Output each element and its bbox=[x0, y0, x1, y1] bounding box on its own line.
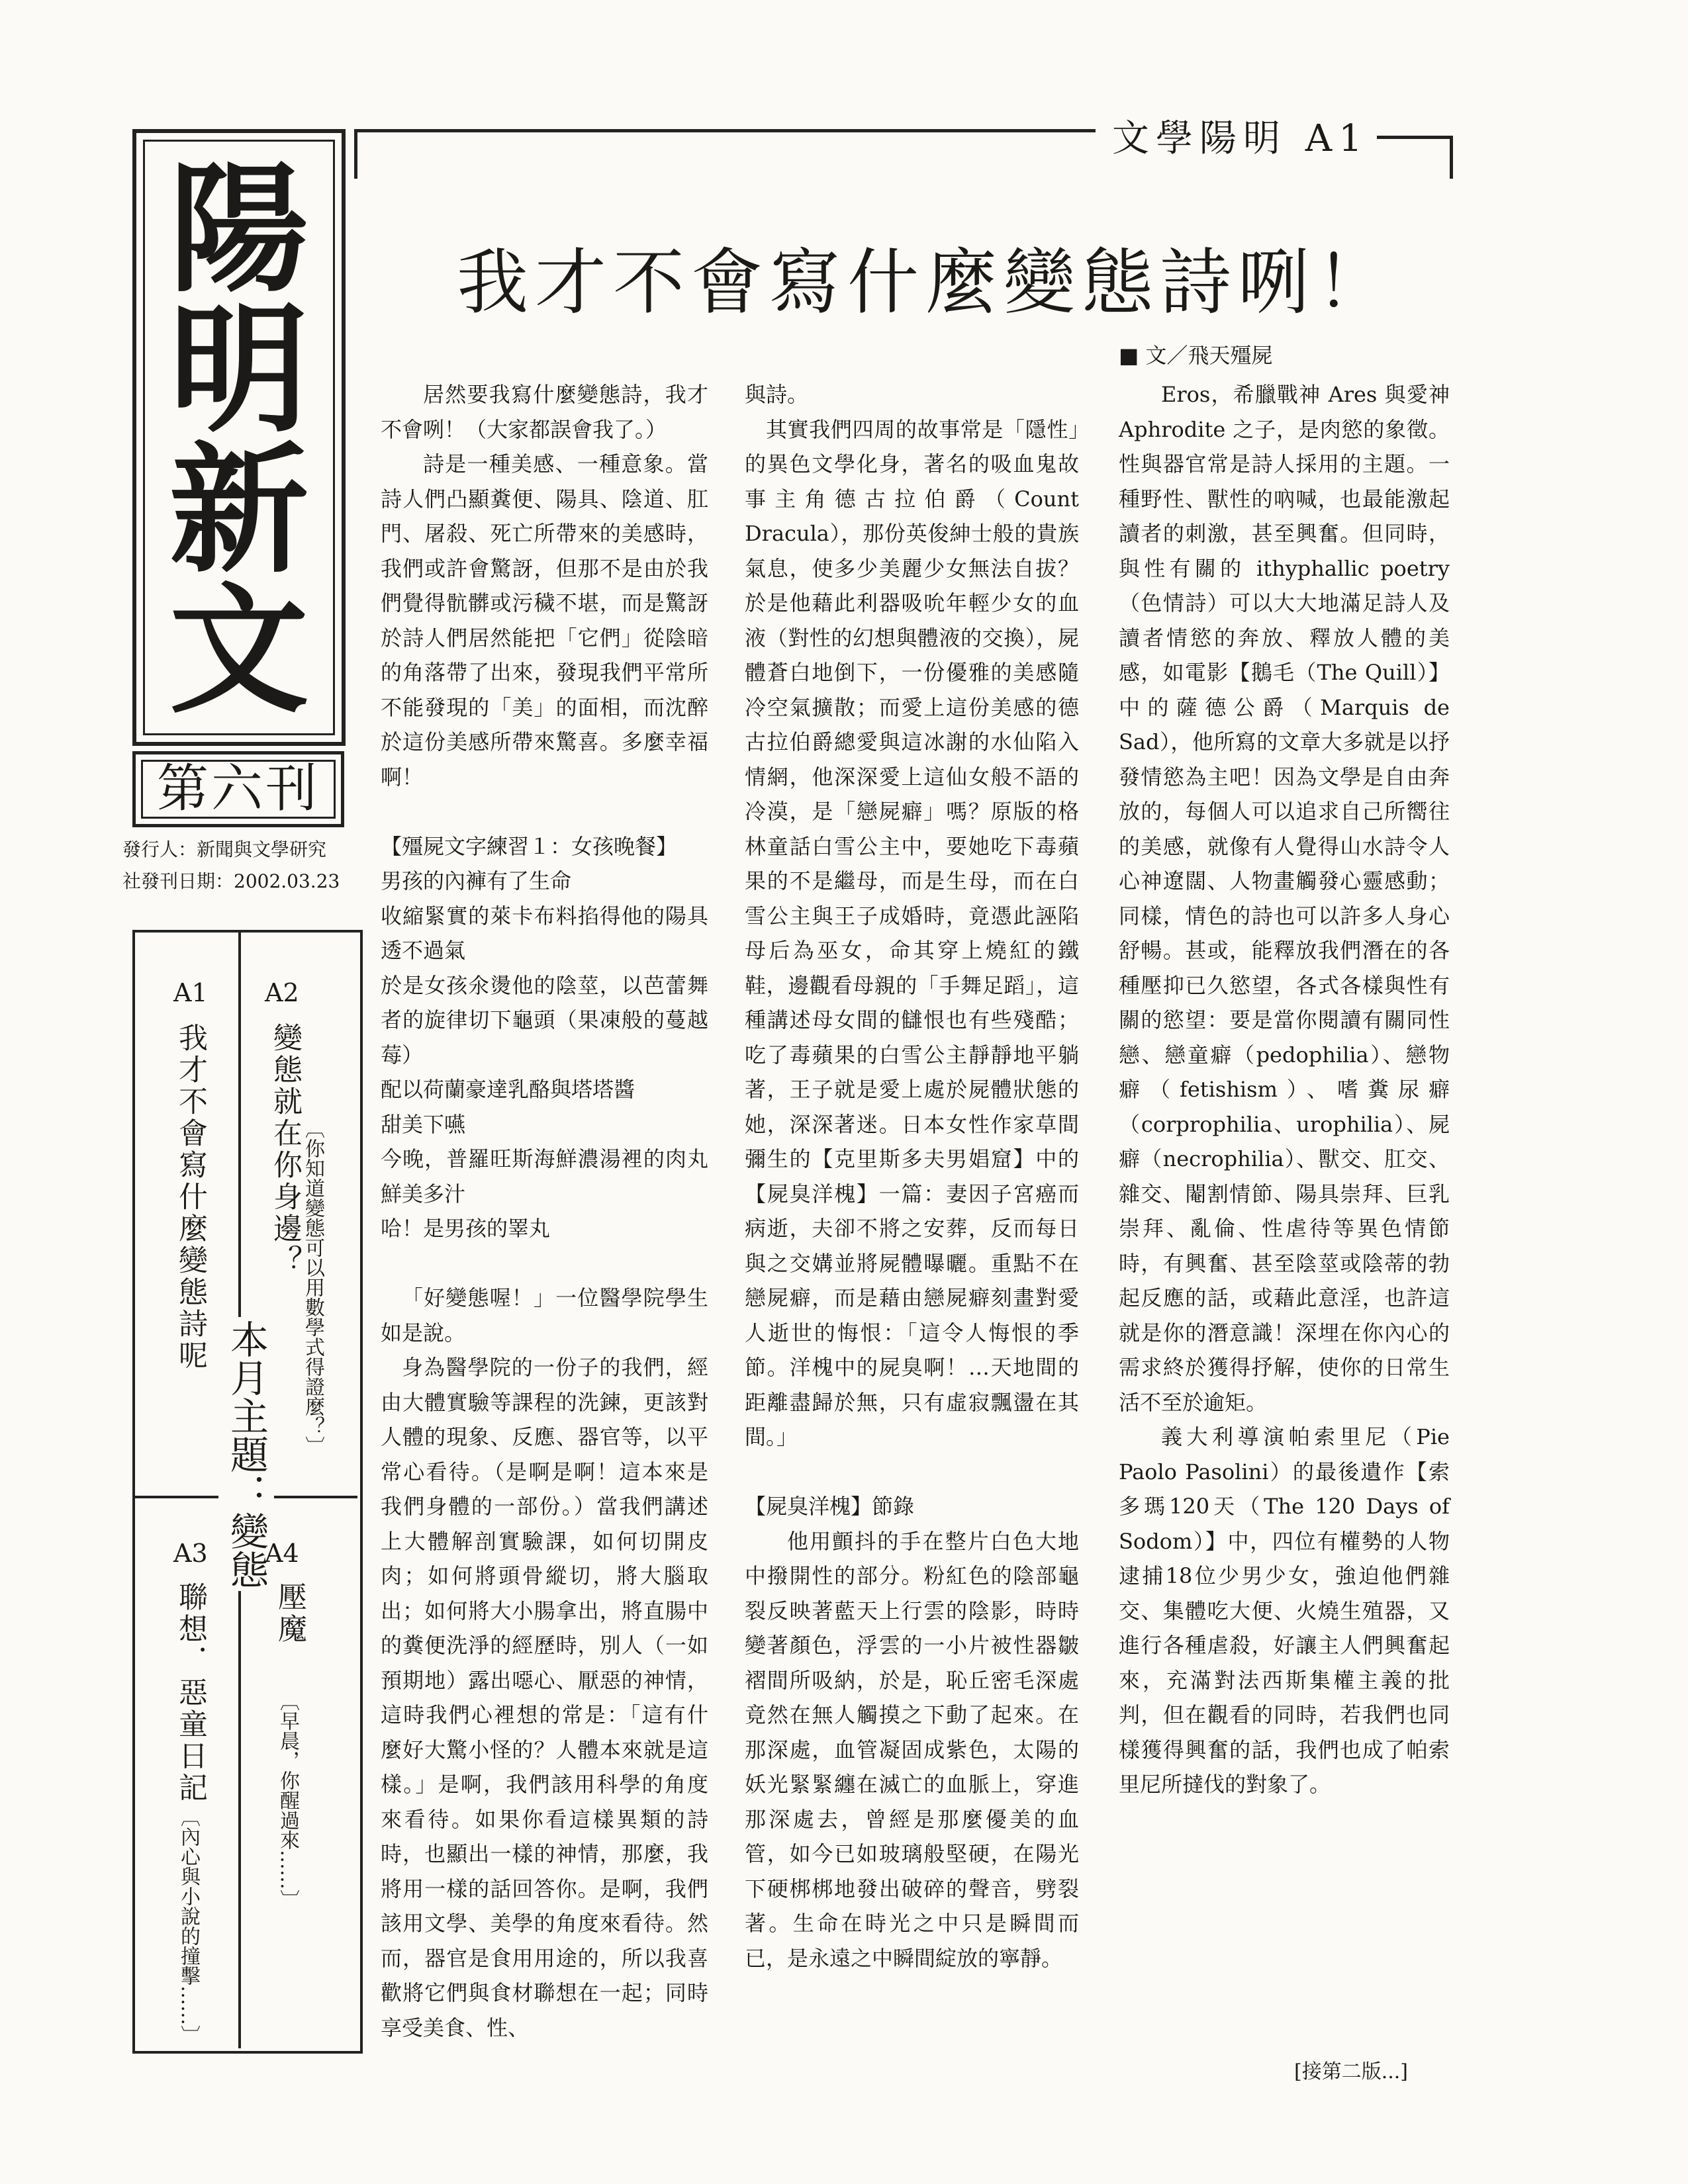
spacer bbox=[381, 794, 708, 829]
toc-a4-subtitle: 〔早晨，你醒過來……〕 bbox=[276, 1691, 299, 1909]
continued-note: [接第二版...] bbox=[1294, 2060, 1409, 2083]
article-column-1 bbox=[381, 377, 708, 2045]
section-label: 文學陽明 A1 bbox=[1112, 117, 1369, 160]
publisher: 發行人：新聞與文學研究 bbox=[122, 839, 327, 860]
toc-a1-id[interactable]: A1 bbox=[173, 978, 208, 1007]
masthead-title: 陽明新文 bbox=[169, 148, 308, 732]
paragraph: 身為醫學院的一份子的我們，經由大體實驗等課程的洗鍊，更該對人體的現象、反應、器官等，以平常心看待。（是啊是啊！這本來是我們身體的一部份。）當我們講述上大體解剖實驗課，如何切開皮肉；如何將頭骨縱切，將大腦取出；如何將大小腸拿出，將直腸中的糞便洗淨的經歷時，別人（一如預期地）露出噁心、厭惡的神情，這時我們心裡想的常是：「這有什麼好大驚小怪的？人體本來就是這樣。」是啊，我們該用科學的角度來看待。如果你看這樣異類的詩時，也顯出一樣的神情，那麼，我將用一樣的話回答你。是啊，我們該用文學、美學的角度來看待。然而，器官是食用用途的，所以我喜歡將它們與食材聯想在一起；同時享受美食、性、 bbox=[381, 1355, 708, 2040]
poem-line: 男孩的內褲有了生命 bbox=[381, 868, 572, 893]
header-rule-right-tick bbox=[1450, 136, 1453, 179]
toc-a3-id[interactable]: A3 bbox=[173, 1539, 208, 1568]
toc-a2-subtitle: 〔你知道變態可以用數學式得證麼？〕 bbox=[301, 1118, 324, 1456]
paragraph: 與詩。 bbox=[745, 382, 809, 407]
toc-a2-title[interactable]: 變態就在你身邊？ bbox=[268, 1023, 302, 1277]
paragraph: 義大利導演帕索里尼（Pie Paolo Pasolini）的最後遺作【索多瑪120天（The 120 Days of Sodom）】中，四位有權勢的人物逮捕18位少男少女，強迫他們雜交、集體吃大便、火燒生殖器，又進行各種虐殺，好讓主人們興奮起來，充滿對法西斯集權主義的批判，但在觀看的同時，若我們也同樣獲得興奮的話，我們也成了帕索里尼所撻伐的對象了。 bbox=[1119, 1424, 1450, 1797]
spacer bbox=[381, 1246, 708, 1281]
header-rule-left-tick bbox=[354, 129, 357, 179]
toc-a3-title[interactable]: 聯想．惡童日記 bbox=[173, 1582, 207, 1804]
header-rule-left bbox=[354, 129, 1096, 132]
header-rule-right bbox=[1377, 136, 1453, 139]
paragraph: Eros，希臘戰神 Ares 與愛神 Aphrodite 之子，是肉慾的象徵。性與器官常是詩人採用的主題。一種野性、獸性的吶喊，也最能激起讀者的刺激，甚至興奮。但同時，與性有關的 ithyphallic poetry（色情詩）可以大大地滿足詩人及讀者情慾的奔放、釋放人體的美感，如電影【鵝毛（The Quill）】中的薩德公爵（Marquis de Sad），他所寫的文章大多就是以抒發情慾為主吧！因為文學是自由奔放的，每個人可以追求自己所嚮往的美感，就像有人覺得山水詩令人心神遼闊、人物畫觸發心靈感動；同樣，情色的詩也可以許多人身心舒暢。甚或，能釋放我們潛在的各種壓抑已久慾望，各式各樣與性有關的慾望：要是當你閱讀有關同性戀、戀童癖（pedophilia）、戀物癖（fetishism）、嗜糞尿癖（corprophilia、urophilia）、屍癖（necrophilia）、獸交、肛交、雜交、閹割情節、陽具崇拜、巨乳崇拜、亂倫、性虐待等異色情節時，有興奮、甚至陰莖或陰蒂的勃起反應的話，或藉此意淫，也許這就是你的潛意識！深埋在你內心的需求終於獲得抒解，使你的日常生活不至於逾矩。 bbox=[1119, 382, 1450, 1415]
paragraph: 他用顫抖的手在整片白色大地中撥開性的部分。粉紅色的陰部龜裂反映著藍天上行雲的陰影，時時變著顏色，浮雲的一小片被性器皺褶間所吸納，於是，恥丘密毛深處竟然在無人觸摸之下動了起來。在那深處，血管凝固成紫色，太陽的妖光緊緊纏在滅亡的血脈上，穿進那深處去，曾經是那麼優美的血管，如今已如玻璃般堅硬，在陽光下硬梆梆地發出破碎的聲音，劈裂著。生命在時光之中只是瞬間而已，是永遠之中瞬間綻放的寧靜。 bbox=[745, 1528, 1079, 1971]
article-column-2 bbox=[745, 377, 1079, 1976]
toc-a3-subtitle: 〔內心與小說的撞擊……〕 bbox=[177, 1807, 200, 2045]
toc-a4-title[interactable]: 壓魔 bbox=[273, 1582, 306, 1645]
poem-line: 於是女孩氽燙他的陰莖，以芭蕾舞者的旋律切下龜頭（果凍般的蔓越莓） bbox=[381, 972, 708, 1068]
poem-heading: 【殭屍文字練習１：女孩晚餐】 bbox=[381, 833, 678, 859]
paragraph: 詩是一種美感、一種意象。當詩人們凸顯糞便、陽具、陰道、肛門、屠殺、死亡所帶來的美感時，我們或許會驚訝，但那不是由於我們覺得骯髒或污穢不堪，而是驚訝於詩人們居然能把「它們」從陰暗的角落帶了出來，發現我們平常所不能發現的「美」的面相，而沈醉於這份美感所帶來驚喜。多麼幸福啊！ bbox=[381, 451, 708, 790]
article-byline: ■ 文／飛天殭屍 bbox=[1119, 343, 1273, 368]
toc-theme: 本月主題：變態 bbox=[218, 1317, 274, 1591]
spacer bbox=[745, 1455, 1079, 1490]
article-column-3 bbox=[1119, 377, 1450, 1802]
poem-line: 哈！是男孩的睪丸 bbox=[381, 1216, 551, 1241]
paragraph: 其實我們四周的故事常是「隱性」的異色文學化身，著名的吸血鬼故事主角德古拉伯爵（Count Dracula），那份英俊紳士般的貴族氣息，使多少美麗少女無法自拔？於是他藉此利器吸吮年輕少女的血液（對性的幻想與體液的交換），屍體蒼白地倒下，一份優雅的美感隨冷空氣擴散；而愛上這份美感的德古拉伯爵總愛與這冰謝的水仙陷入情網，他深深愛上這仙女般不語的冷漠，是「戀屍癖」嗎？原版的格林童話白雪公主中，要她吃下毒蘋果的不是繼母，而是生母，而在白雪公主與王子成婚時，竟憑此誣陷母后為巫女，命其穿上燒紅的鐵鞋，邊觀看母親的「手舞足蹈」，這種講述母女間的讎恨也有些殘酷；吃了毒蘋果的白雪公主靜靜地平躺著，王子就是愛上處於屍體狀態的她，深深著迷。日本女性作家草間彌生的【克里斯多夫男娼窟】中的【屍臭洋槐】一篇：妻因子宮癌而病逝，夫卻不將之安葬，反而每日與之交媾並將屍體曝曬。重點不在戀屍癖，而是藉由戀屍癖刻畫對愛人逝世的悔恨：「這令人悔恨的季節。洋槐中的屍臭啊！…天地間的距離盡歸於無，只有虛寂飄盪在其間。」 bbox=[745, 416, 1079, 1449]
masthead-box bbox=[132, 129, 346, 746]
article-title: 我才不會寫什麼變態詩咧！ bbox=[457, 242, 1395, 324]
toc-a2-id[interactable]: A2 bbox=[265, 978, 299, 1007]
paragraph: 「好變態喔！」一位醫學院學生如是說。 bbox=[381, 1285, 708, 1345]
poem-line: 甜美下嚥 bbox=[381, 1111, 466, 1137]
toc-a1-title[interactable]: 我才不會寫什麼變態詩呢 bbox=[173, 1023, 207, 1372]
poem-line: 配以荷蘭豪達乳酪與塔塔醬 bbox=[381, 1077, 635, 1102]
toc-a4-id[interactable]: A4 bbox=[265, 1539, 299, 1568]
issue-number: 第六刊 bbox=[132, 751, 344, 827]
excerpt-heading: 【屍臭洋槐】節錄 bbox=[745, 1494, 915, 1519]
poem-line: 今晚，普羅旺斯海鮮濃湯裡的肉丸鮮美多汁 bbox=[381, 1146, 708, 1206]
poem-line: 收縮緊實的萊卡布料掐得他的陽具透不過氣 bbox=[381, 903, 708, 963]
publish-date: 社發刊日期：2002.03.23 bbox=[122, 870, 340, 892]
paragraph: 居然要我寫什麼變態詩，我才不會咧！（大家都誤會我了。） bbox=[381, 382, 708, 442]
